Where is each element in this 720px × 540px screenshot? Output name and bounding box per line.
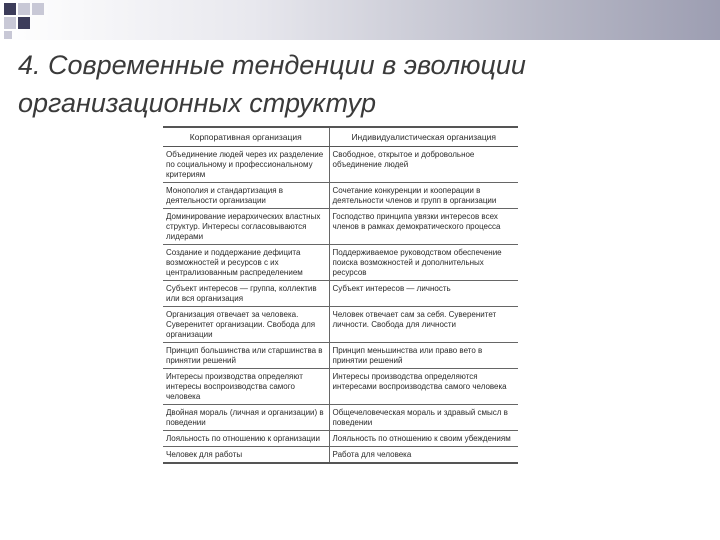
table-row [163,307,518,343]
table-row [163,431,518,447]
decor-square [18,17,30,29]
table-row [163,343,518,369]
decor-square [4,3,16,15]
table-cell: Человек отвечает сам за себя. Суверенитет личности. Свобода для личности [329,307,518,343]
comparison-table [163,126,518,464]
decor-square [32,3,44,15]
table-cell: Субъект интересов — личность [329,281,518,307]
decor-square [4,31,12,39]
slide-title: 4. Современные тенденции в эволюции организационных структур [18,50,526,118]
table-cell: Доминирование иерархических властных структур. Интересы согласовываются лидерами [163,209,329,245]
table-row [163,369,518,405]
table-cell: Субъект интересов — группа, коллектив или вся организация [163,281,329,307]
table-row [163,405,518,431]
table-cell: Создание и поддержание дефицита возможностей и ресурсов с их централизованным распределением [163,245,329,281]
table-cell: Поддерживаемое руководством обеспечение поиска возможностей и дополнительных ресурсов [329,245,518,281]
table-cell: Свободное, открытое и добровольное объединение людей [329,147,518,183]
column-header: Корпоративная организация [163,127,329,147]
table-cell: Организация отвечает за человека. Суверенитет организации. Свобода для организации [163,307,329,343]
table-row [163,209,518,245]
table-cell: Принцип меньшинства или право вето в принятии решений [329,343,518,369]
table-cell: Лояльность по отношению к своим убеждениям [329,431,518,447]
table-row [163,147,518,183]
table-cell: Монополия и стандартизация в деятельности организации [163,183,329,209]
table-cell: Общечеловеческая мораль и здравый смысл в поведении [329,405,518,431]
decor-square [18,3,30,15]
table-cell: Господство принципа увязки интересов всех членов в рамках демократического процесса [329,209,518,245]
table-row [163,183,518,209]
table-row [163,281,518,307]
decor-square [4,17,16,29]
scanned-table-image [163,126,520,532]
table-cell: Лояльность по отношению к организации [163,431,329,447]
table-cell: Принцип большинства или старшинства в принятии решений [163,343,329,369]
header-banner [0,0,720,40]
table-row [163,447,518,464]
table-cell: Двойная мораль (личная и организации) в поведении [163,405,329,431]
table-cell: Человек для работы [163,447,329,464]
table-cell: Интересы производства определяются интересами воспроизводства самого человека [329,369,518,405]
table-cell: Интересы производства определяют интересы воспроизводства самого человека [163,369,329,405]
column-header: Индивидуалистическая организация [329,127,518,147]
table-cell: Сочетание конкуренции и кооперации в деятельности членов и групп в организации [329,183,518,209]
table-cell: Работа для человека [329,447,518,464]
table-row [163,245,518,281]
table-cell: Объединение людей через их разделение по социальному и профессиональному критериям [163,147,329,183]
